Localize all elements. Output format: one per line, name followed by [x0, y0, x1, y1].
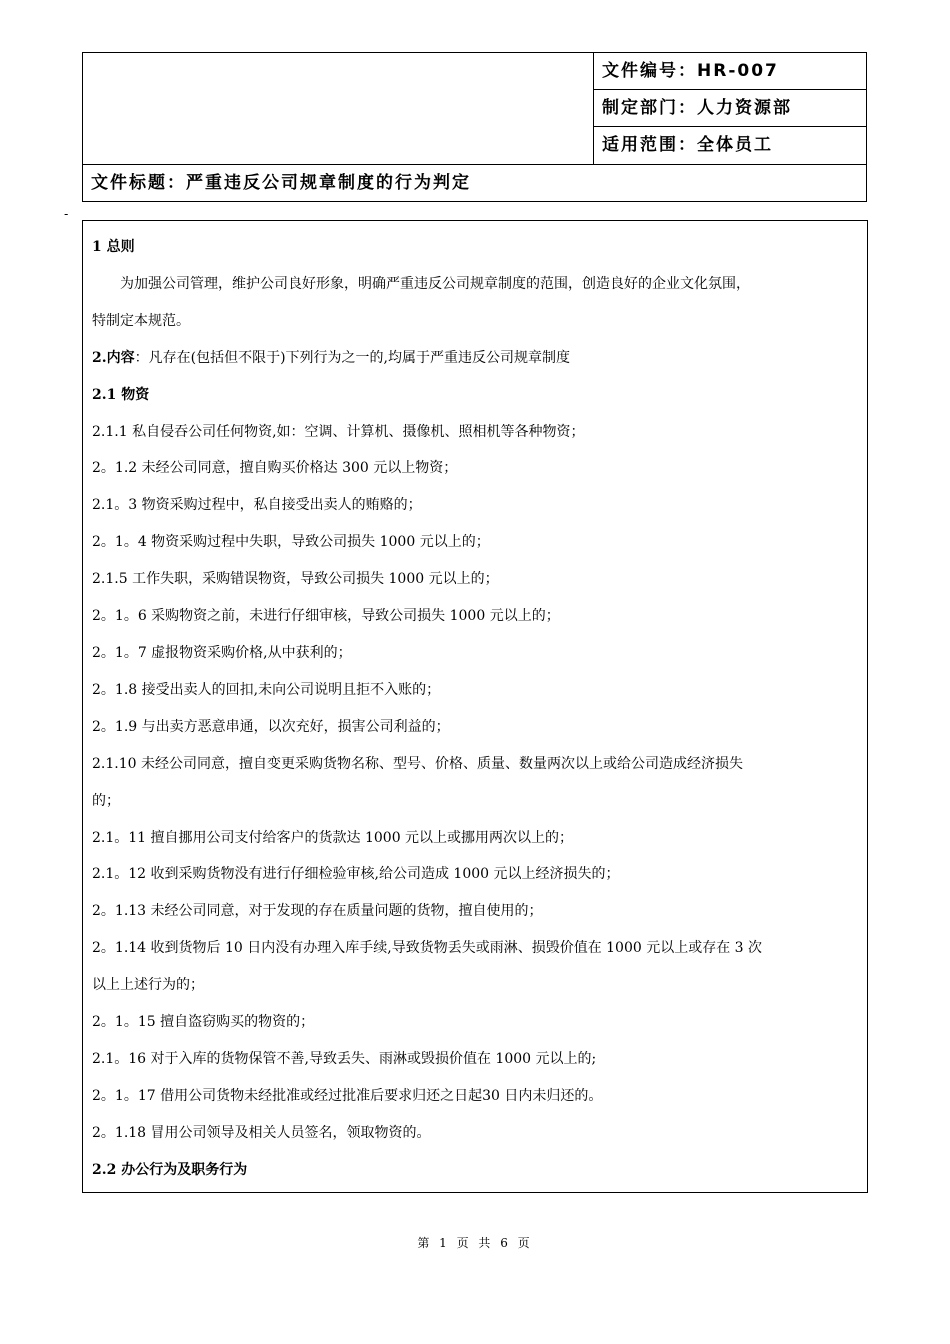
- section-1-heading: 1 总则: [92, 239, 135, 255]
- list-item: 2.1。3 物资采购过程中，私自接受出卖人的贿赂的；: [92, 497, 422, 514]
- separator-mark: -: [64, 207, 69, 221]
- document-meta: [593, 53, 867, 165]
- list-item: 2。1。17 借用公司货物未经批准或经过批准后要求归还之日起30 日内未归还的。: [92, 1087, 603, 1104]
- list-item: 2。1。7 虚报物资采购价格,从中获利的；: [92, 644, 352, 661]
- section-1-paragraph: 为加强公司管理，维护公司良好形象，明确严重违反公司规章制度的范围，创造良好的企业文化氛围，: [120, 275, 750, 292]
- document-title: 文件标题：严重违反公司规章制度的行为判定: [83, 164, 866, 201]
- section-2-1-heading: 2.1 物资: [92, 386, 150, 403]
- list-item: 2。1.9 与出卖方恶意串通，以次充好，损害公司利益的；: [92, 718, 450, 735]
- document-number: 文件编号：HR-007: [594, 53, 867, 90]
- page-number: 第 1 页 共 6 页: [417, 1236, 533, 1250]
- section-2-intro: [92, 340, 859, 377]
- list-item: 2.1.1 私自侵吞公司任何物资,如：空调、计算机、摄像机、照相机等各种物资；: [92, 423, 585, 440]
- list-item: 2.1.10 未经公司同意，擅自变更采购货物名称、型号、价格、质量、数量两次以上或给公司造成经济损失: [92, 755, 743, 772]
- list-item: 2。1.13 未经公司同意，对于发现的存在质量问题的货物，擅自使用的；: [92, 903, 543, 920]
- applicable-scope: 适用范围：全体员工: [602, 135, 773, 155]
- list-item: 2。1.8 接受出卖人的回扣,未向公司说明且拒不入账的；: [92, 681, 441, 698]
- list-item: 2。1。4 物资采购过程中失职，导致公司损失 1000 元以上的；: [92, 534, 490, 551]
- list-item: 2。1。15 擅自盗窃购买的物资的；: [92, 1014, 315, 1031]
- section-2-2-heading: 2.2 办公行为及职务行为: [92, 1161, 248, 1178]
- section-2-text: ：凡存在(包括但不限于)下列行为之一的,均属于严重违反公司规章制度: [134, 349, 570, 366]
- document-body: [82, 220, 868, 1193]
- list-item: 2。1.14 收到货物后 10 日内没有办理入库手续,导致货物丢失或雨淋、损毁价值在 1000 元以上或存在 3 次: [92, 940, 763, 957]
- section-1-paragraph-cont: 特制定本规范。: [92, 312, 190, 329]
- department: 制定部门：人力资源部: [594, 90, 867, 127]
- list-item: 2。1.2 未经公司同意，擅自购买价格达 300 元以上物资；: [92, 460, 458, 477]
- list-item-cont: 的；: [92, 792, 120, 809]
- section-2-label: 2.内容: [92, 349, 135, 366]
- list-item: 2.1.5 工作失职，采购错误物资，导致公司损失 1000 元以上的；: [92, 571, 499, 588]
- list-item: 2。1.18 冒用公司领导及相关人员签名，领取物资的。: [92, 1124, 431, 1141]
- list-item: 2.1。16 对于入库的货物保管不善,导致丢失、雨淋或毁损价值在 1000 元以上的;: [92, 1050, 597, 1067]
- document-header: [82, 52, 867, 202]
- list-item: 2.1。12 收到采购货物没有进行仔细检验审核,给公司造成 1000 元以上经济损失的；: [92, 866, 620, 883]
- list-item-cont: 以上上述行为的；: [92, 977, 204, 994]
- list-item: 2.1。11 擅自挪用公司支付给客户的货款达 1000 元以上或挪用两次以上的；: [92, 829, 574, 846]
- list-item: 2。1。6 采购物资之前，未进行仔细审核，导致公司损失 1000 元以上的；: [92, 608, 560, 625]
